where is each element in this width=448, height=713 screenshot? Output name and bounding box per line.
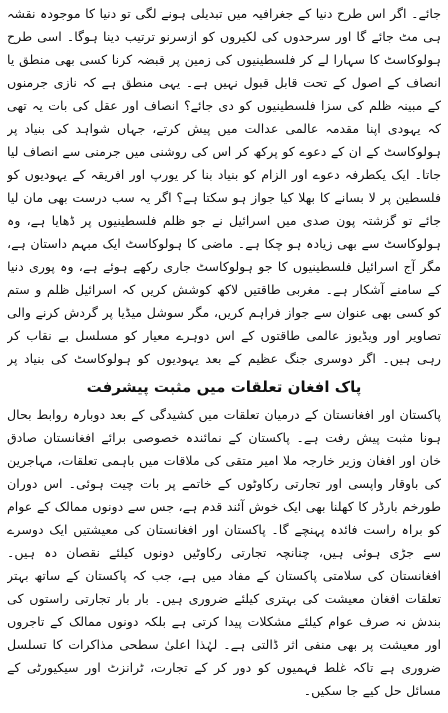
editorial-paragraph-holocaust: جائے۔ اگر اس طرح دنیا کے جغرافیہ میں تبدیلی ہونے لگی تو دنیا کا موجودہ نقشہ ہی مٹ جائے گا اور سرحدوں کی لکیروں کو ازسرنو ترتیب دینا ہوگا۔ اسی طرح ہولوکاسٹ کا سہارا لے کر فلسطینیوں کی زمین پر قبضہ کرنا کسی بھی منطق یا انصاف کے اصول کے تحت قابل قبول نہیں ہے۔ یہی منطق ہے کہ نازی جرمنوں کے مبینہ ظلم کی سزا فلسطینیوں کو دی جائے؟ انصاف اور عقل کی بات یہ تھی کہ یہودی اپنا مقدمہ عالمی عدالت میں پیش کرتے، جہاں شواہد کی بنیاد پر ہولوکاسٹ کے ان کے دعوے کو پرکھ کر اس کی روشنی میں جرمنی سے انصاف لیا جاتا۔ ایک یکطرفہ دعوے اور الزام کو بنیاد بنا کر یورپ اور افریقہ کے یہودیوں کو فلسطین پر لا بسانے کا بھلا کیا جواز ہو سکتا ہے؟ اگر یہ سب درست بھی مان لیا جائے تو گزشتہ پون صدی میں اسرائیل نے جو ظلم فلسطینیوں پر ڈھایا ہے، وہ ہولوکاسٹ سے بھی زیادہ ہو چکا ہے۔ ماضی کا ہولوکاسٹ ایک مبہم داستان ہے، مگر آج اسرائیل فلسطینیوں کا جو ہولوکاسٹ جاری رکھے ہوئے ہے، وہ پوری دنیا کے سامنے آشکار ہے۔ مغربی طاقتیں لاکھ کوشش کریں کہ اسرائیل ظلم و ستم کو کسی بھی عنوان سے جواز فراہم کریں، مگر سوشل میڈیا پر گردش کرنے والی تصاویر اور ویڈیوز عالمی طاقتوں کے اس دوہرے معیار کو مسلسل بے نقاب کر رہی ہیں۔ اگر دوسری جنگ عظیم کے بعد یہودیوں کو ہولوکاسٹ کی بنیاد پر: [7, 6, 441, 366]
section-heading: پاک افغان تعلقات میں مثبت پیشرفت: [86, 377, 362, 396]
section-heading-wrapper: [7, 370, 441, 403]
editorial-paragraph-pak-afghan: پاکستان اور افغانستان کے درمیان تعلقات میں کشیدگی کے بعد دوبارہ روابط بحال ہونا مثبت پیش رفت ہے۔ پاکستان کے نمائندہ خصوصی برائے افغانستان صادق خان اور افغان وزیر خارجہ ملا امیر متقی کی ملاقات میں باہمی تعلقات، مہاجرین کی باوقار واپسی اور تجارتی رکاوٹوں کے خاتمے پر بات چیت ہوئی۔ اس دوران طورخم بارڈر کا کھلنا بھی ایک خوش آئند قدم ہے، جس سے دونوں ممالک کے عوام کو براہ راست فائدہ پہنچے گا۔ پاکستان اور افغانستان کی معیشتیں ایک دوسرے سے جڑی ہوئی ہیں، چنانچہ تجارتی رکاوٹیں دونوں کیلئے نقصان دہ ہیں۔ افغانستان کی سلامتی پاکستان کے مفاد میں ہے، جب کہ پاکستان کے ساتھ بہتر تعلقات افغان معیشت کی بہتری کیلئے ضروری ہیں۔ بار بار تجارتی راستوں کی بندش نہ صرف عوام کیلئے مشکلات پیدا کرتی ہے بلکہ دونوں ممالک کے تاجروں اور معیشت پر بھی منفی اثر ڈالتی ہے۔ لہٰذا اعلیٰ سطحی مذاکرات کا تسلسل ضروری ہے تاکہ غلط فہمیوں کو دور کر کے تجارت، ٹرانزٹ اور سیکیورٹی کے مسائل حل کیے جا سکیں۔: [7, 407, 441, 698]
